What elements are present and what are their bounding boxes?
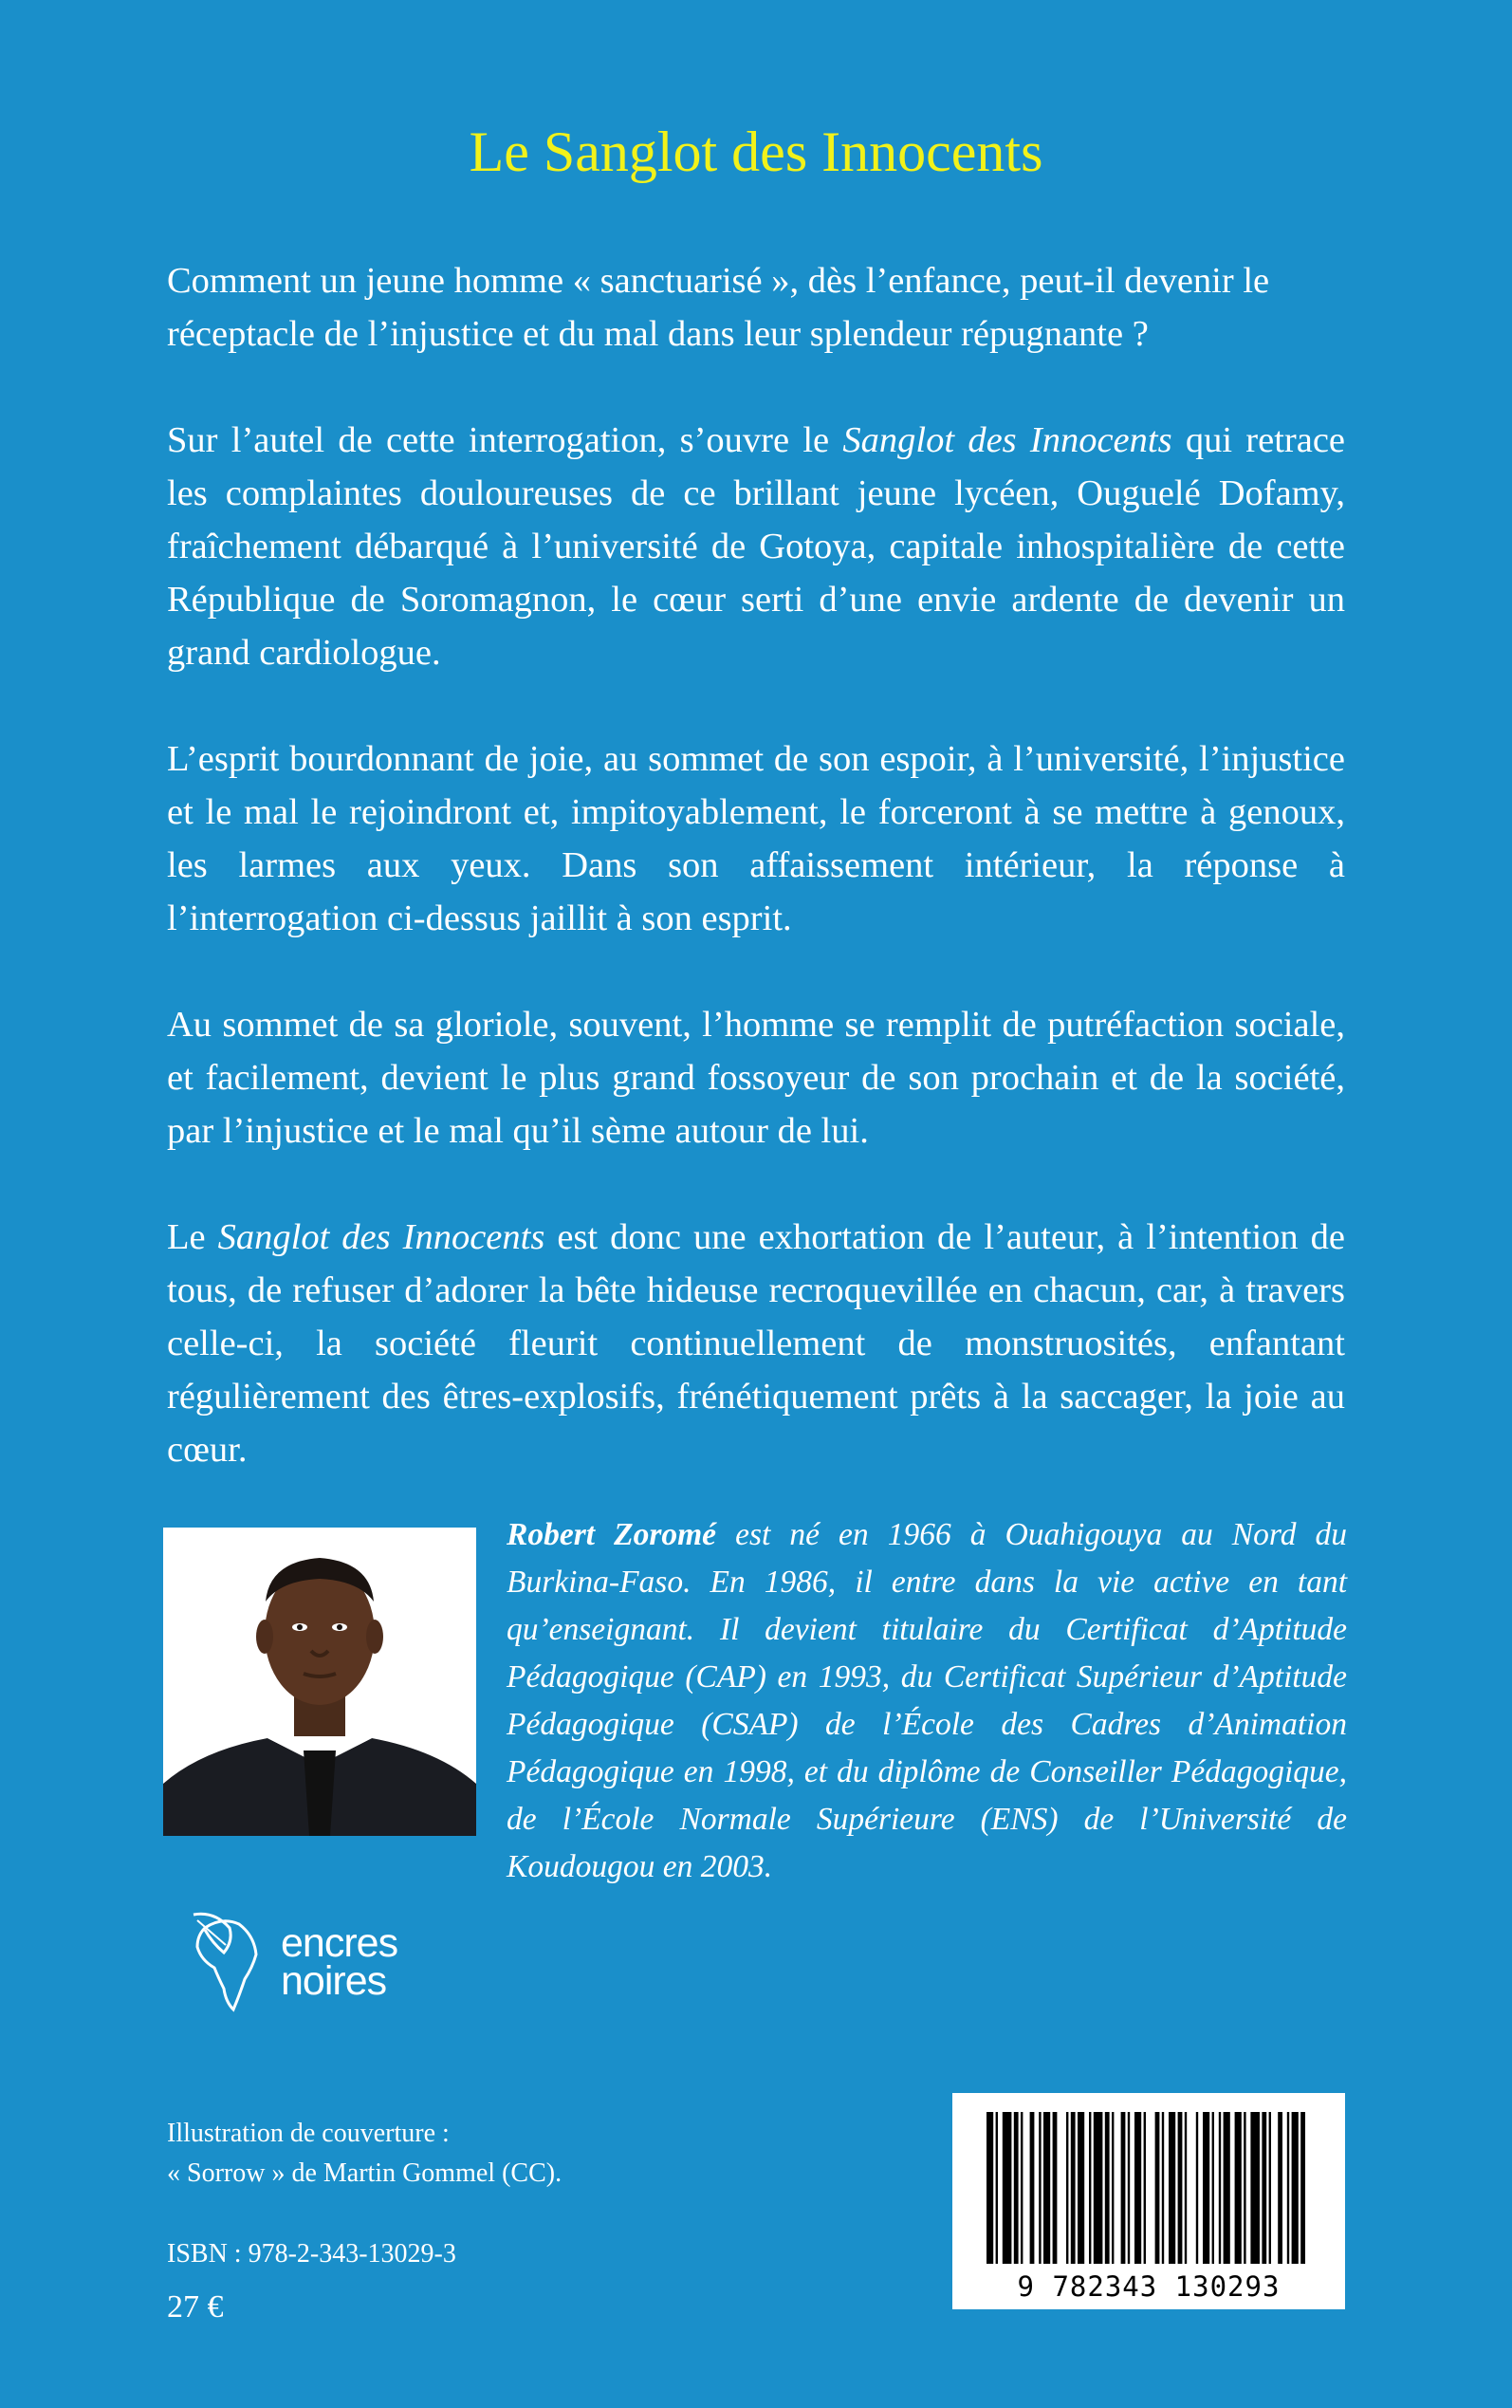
barcode-digits: 9 782343 130293 bbox=[1017, 2270, 1281, 2303]
barcode-bar bbox=[1178, 2112, 1183, 2264]
credits-line2: « Sorrow » de Martin Gommel (CC). bbox=[167, 2158, 562, 2188]
paragraph-5 bbox=[167, 1211, 1345, 1476]
barcode-bar bbox=[1039, 2112, 1041, 2264]
publisher-name bbox=[281, 1920, 398, 2004]
barcode-bar bbox=[1105, 2112, 1110, 2264]
barcode-bar bbox=[1112, 2112, 1114, 2264]
africa-feather-icon bbox=[176, 1907, 290, 2021]
book-title: Le Sanglot des Innocents bbox=[469, 120, 1043, 183]
barcode-bar bbox=[1235, 2112, 1242, 2264]
back-cover-text bbox=[167, 254, 1345, 1476]
paragraph-5-italic-title: Sanglot des Innocents bbox=[217, 1217, 545, 1257]
paragraph-2-text-b: qui retrace les complaintes douloureuses de ce brillant jeune lycéen, Ouguelé Dofamy, fraîchement débarqué à l’université de Gotoya, capitale inhospitalière de cette République de Soromagnon, le cœur serti d’une envie ardente de devenir un grand cardiologue. bbox=[167, 420, 1345, 673]
barcode-bar bbox=[1278, 2112, 1282, 2264]
barcode-bar bbox=[996, 2112, 998, 2264]
barcode-bar bbox=[1269, 2112, 1271, 2264]
paragraph-2-text-a: Sur l’autel de cette interrogation, s’ouvre le bbox=[167, 420, 843, 460]
paragraph-3: L’esprit bourdonnant de joie, au sommet de son espoir, à l’université, l’injustice et le mal le rejoindront et, impitoyablement, le forceront à se mettre à genoux, les larmes aux yeux. Dans son affaissement intérieur, la réponse à l’interrogation ci-dessus jaillit à son esprit. bbox=[167, 739, 1345, 938]
paragraph-5-text-b: est donc une exhortation de l’auteur, à l’intention de tous, de refuser d’adorer la bête hideuse recroquevillée en chacun, car, à travers celle-ci, la société fleurit continuellement de monstruosités, enfantant régulièrement des êtres-explosifs, frénétiquement prêts à la saccager, la joie au cœur. bbox=[167, 1217, 1346, 1470]
barcode-bar bbox=[1185, 2112, 1187, 2264]
barcode-bar bbox=[986, 2112, 993, 2264]
paragraph-2 bbox=[167, 414, 1345, 679]
barcode-bar bbox=[1196, 2112, 1198, 2264]
barcode-bar bbox=[1021, 2112, 1023, 2264]
barcode-bar bbox=[1089, 2112, 1091, 2264]
author-name: Robert Zoromé bbox=[507, 1517, 717, 1552]
barcode-bar bbox=[1043, 2112, 1050, 2264]
isbn: ISBN : 978-2-343-13029-3 bbox=[167, 2239, 456, 2269]
barcode-bar bbox=[1053, 2112, 1058, 2264]
barcode-bar bbox=[1287, 2112, 1289, 2264]
barcode-bar bbox=[1244, 2112, 1245, 2264]
barcode-bar bbox=[1224, 2112, 1230, 2264]
barcode-bar bbox=[1066, 2112, 1068, 2264]
barcode bbox=[952, 2093, 1345, 2309]
author-bio-text: est né en 1966 à Ouahigouya au Nord du Burkina-Faso. En 1986, il entre dans la vie active en tant qu’enseignant. Il devient titulaire du Certificat d’Aptitude Pédagogique (CAP) en 1993, du Certificat Supérieur d’Aptitude Pédagogique (CSAP) de l’École des Cadres d’Animation Pédagogique en 1998, et du diplôme de Conseiller Pédagogique, de l’École Normale Supérieure (ENS) de l’Université de Koudougou en 2003. bbox=[507, 1517, 1347, 1884]
barcode-bar bbox=[1094, 2112, 1103, 2264]
barcode-bar bbox=[1155, 2112, 1160, 2264]
credits-line1: Illustration de couverture : bbox=[167, 2119, 450, 2148]
barcode-bar bbox=[1300, 2112, 1305, 2264]
barcode-bar bbox=[1071, 2112, 1076, 2264]
barcode-bar bbox=[1121, 2112, 1126, 2264]
barcode-bar bbox=[1144, 2112, 1146, 2264]
paragraph-5-text-a: Le bbox=[167, 1217, 218, 1257]
barcode-bar bbox=[1169, 2112, 1175, 2264]
paragraph-1: Comment un jeune homme « sanctuarisé », dès l’enfance, peut-il devenir le réceptacle de l’injustice et du mal dans leur splendeur répugnante ? bbox=[167, 261, 1270, 354]
barcode-bar bbox=[1250, 2112, 1260, 2264]
paragraph-2-italic-title: Sanglot des Innocents bbox=[842, 420, 1172, 460]
author-bio bbox=[507, 1511, 1347, 1891]
barcode-bar bbox=[1212, 2112, 1214, 2264]
publisher-logo bbox=[176, 1907, 442, 2021]
barcode-bar bbox=[1262, 2112, 1266, 2264]
barcode-bar bbox=[1219, 2112, 1221, 2264]
barcode-bar bbox=[1078, 2112, 1084, 2264]
barcode-bar bbox=[1128, 2112, 1130, 2264]
barcode-bar bbox=[1134, 2112, 1141, 2264]
barcode-bar bbox=[1292, 2112, 1299, 2264]
barcode-bar bbox=[1014, 2112, 1019, 2264]
paragraph-4: Au sommet de sa gloriole, souvent, l’homme se remplit de putréfaction sociale, et facilement, devient le plus grand fossoyeur de son prochain et de la société, par l’injustice et le mal qu’il sème autour de lui. bbox=[167, 1005, 1345, 1151]
price: 27 € bbox=[167, 2289, 224, 2325]
barcode-bar bbox=[1162, 2112, 1164, 2264]
barcode-bar bbox=[1203, 2112, 1209, 2264]
author-portrait-image bbox=[163, 1528, 476, 1836]
author-photo bbox=[163, 1528, 476, 1836]
publisher-name-line2: noires bbox=[281, 1958, 387, 2004]
barcode-bar bbox=[1030, 2112, 1035, 2264]
cover-credits bbox=[167, 2114, 562, 2194]
barcode-bar bbox=[1003, 2112, 1012, 2264]
barcode-bars bbox=[952, 2093, 1345, 2273]
publisher-name-line1: encres bbox=[281, 1920, 398, 1966]
